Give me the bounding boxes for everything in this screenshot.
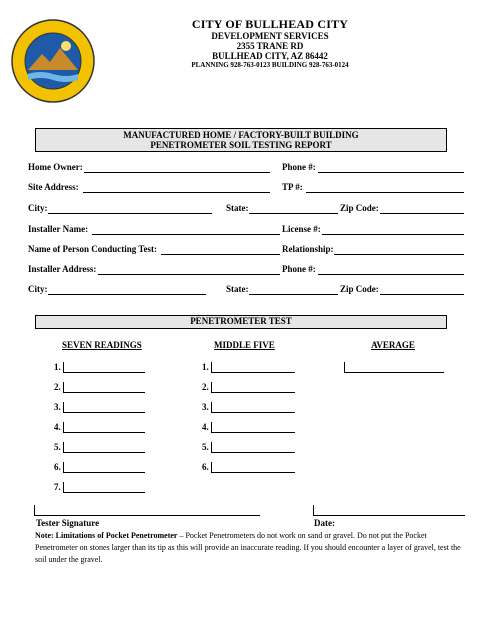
phone-field-2[interactable] xyxy=(318,274,464,275)
date-field[interactable] xyxy=(313,515,465,516)
street-address: 2355 TRANE RD xyxy=(236,41,304,51)
person-conducting-label: Name of Person Conducting Test: xyxy=(28,244,158,254)
reading-row[interactable]: 1. xyxy=(54,360,149,380)
signature-tick xyxy=(34,505,35,515)
installer-name-label: Installer Name: xyxy=(28,224,89,234)
state-label-2: State: xyxy=(226,284,249,294)
reading-row[interactable]: 6. xyxy=(54,460,149,480)
city-state-zip: BULLHEAD CITY, AZ 86442 xyxy=(212,51,328,61)
reading-row[interactable]: 4. xyxy=(54,420,149,440)
license-field[interactable] xyxy=(322,234,464,235)
city-name: CITY OF BULLHEAD CITY xyxy=(191,17,349,31)
home-owner-label: Home Owner: xyxy=(28,162,83,172)
phone-label: Phone #: xyxy=(282,162,316,172)
average-field-tick xyxy=(344,362,345,372)
note-heading: Note: Limitations of Pocket Penetrometer xyxy=(35,531,178,540)
reading-row[interactable]: 5. xyxy=(54,440,149,460)
reading-row[interactable]: 7. xyxy=(54,480,149,500)
city-label-2: City: xyxy=(28,284,48,294)
state-field[interactable] xyxy=(249,213,338,214)
phone-label-2: Phone #: xyxy=(282,264,316,274)
report-title-box xyxy=(35,128,447,152)
relationship-label: Relationship: xyxy=(282,244,334,254)
department-name: DEVELOPMENT SERVICES xyxy=(211,31,329,41)
average-header: AVERAGE xyxy=(371,340,415,350)
penetrometer-note xyxy=(35,530,465,566)
date-label: Date: xyxy=(314,518,335,528)
city-field[interactable] xyxy=(48,213,212,214)
note-body: – Pocket Penetrometers do not work on sand or gravel. Do not put the Pocket Penetrometer on stones larger than its tip as this will provide an inaccurate reading. If you should encounter a layer of gravel, test the soil under the gravel. xyxy=(35,531,461,564)
zip-code-field[interactable] xyxy=(380,213,464,214)
tester-signature-field[interactable] xyxy=(34,515,260,516)
middle-five-column xyxy=(202,360,297,480)
installer-name-field[interactable] xyxy=(92,234,280,235)
date-tick xyxy=(313,505,314,515)
relationship-field[interactable] xyxy=(334,254,464,255)
state-label: State: xyxy=(226,203,249,213)
city-label: City: xyxy=(28,203,48,213)
state-field-2[interactable] xyxy=(249,294,338,295)
license-label: License #: xyxy=(282,224,321,234)
seven-readings-header: SEVEN READINGS xyxy=(62,340,142,350)
seven-readings-column xyxy=(54,360,149,500)
zip-code-field-2[interactable] xyxy=(380,294,464,295)
report-title-line1: MANUFACTURED HOME / FACTORY-BUILT BUILDING xyxy=(123,130,359,140)
city-seal-logo xyxy=(10,18,96,104)
middle-row[interactable]: 2. xyxy=(202,380,297,400)
penetrometer-test-box xyxy=(35,315,447,329)
middle-five-header: MIDDLE FIVE xyxy=(214,340,275,350)
phone-field[interactable] xyxy=(318,172,464,173)
middle-row[interactable]: 5. xyxy=(202,440,297,460)
zip-code-label-2: Zip Code: xyxy=(340,284,379,294)
person-conducting-field[interactable] xyxy=(161,254,280,255)
phone-numbers: PLANNING 928-763-0123 BUILDING 928-763-0124 xyxy=(191,61,349,69)
report-title-line2: PENETROMETER SOIL TESTING REPORT xyxy=(150,140,332,150)
reading-row[interactable]: 2. xyxy=(54,380,149,400)
installer-address-label: Installer Address: xyxy=(28,264,97,274)
home-owner-field[interactable] xyxy=(84,172,270,173)
middle-row[interactable]: 1. xyxy=(202,360,297,380)
installer-address-field[interactable] xyxy=(98,274,280,275)
site-address-field[interactable] xyxy=(83,192,270,193)
tp-label: TP #: xyxy=(282,182,303,192)
middle-row[interactable]: 6. xyxy=(202,460,297,480)
middle-row[interactable]: 4. xyxy=(202,420,297,440)
middle-row[interactable]: 3. xyxy=(202,400,297,420)
site-address-label: Site Address: xyxy=(28,182,79,192)
city-field-2[interactable] xyxy=(48,294,206,295)
reading-row[interactable]: 3. xyxy=(54,400,149,420)
tester-signature-label: Tester Signature xyxy=(36,518,100,528)
penetrometer-test-title: PENETROMETER TEST xyxy=(190,316,292,326)
average-field[interactable] xyxy=(344,372,444,373)
zip-code-label: Zip Code: xyxy=(340,203,379,213)
tp-field[interactable] xyxy=(306,192,464,193)
